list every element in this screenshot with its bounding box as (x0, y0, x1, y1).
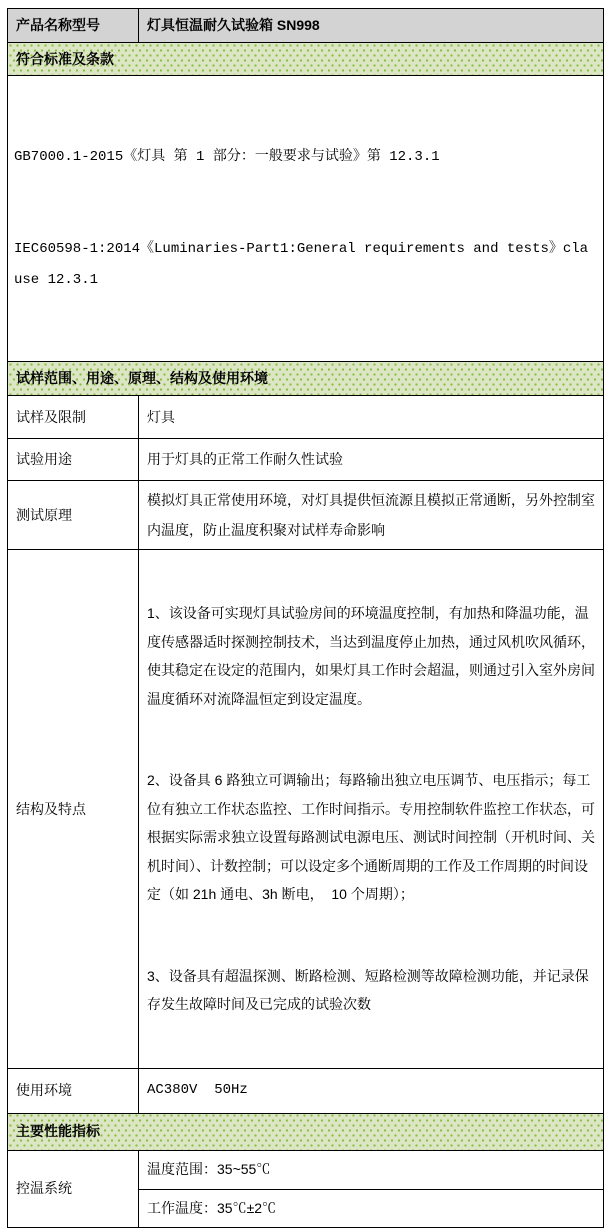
table-row (8, 1113, 604, 1150)
working-temp-value: 工作温度：35℃±2℃ (139, 1189, 604, 1227)
structure-paragraph-1: 1、该设备可实现灯具试验房间的环境温度控制，有加热和降温功能，温度传感器适时探测控制技术，当达到温度停止加热，通过风机吹风循环，使其稳定在设定的范围内，如果灯具工作时会超温，则通过引入室外房间温度循环对流降温恒定到设定温度。 (147, 605, 595, 707)
table-row (8, 43, 604, 76)
temp-control-label: 控温系统 (8, 1150, 139, 1227)
standards-cell (8, 76, 604, 362)
temp-range-value: 温度范围：35~55℃ (139, 1150, 604, 1189)
spec-table (7, 8, 604, 1228)
structure-paragraph-3: 3、设备具有超温探测、断路检测、短路检测等故障检测功能，并记录保存发生故障时间及已完成的试验次数 (147, 967, 589, 1013)
principle-label: 测试原理 (8, 481, 139, 550)
environment-label: 使用环境 (8, 1068, 139, 1113)
table-row (8, 1068, 604, 1113)
product-name-label: 产品名称型号 (8, 9, 139, 43)
standard-line-gb: GB7000.1-2015《灯具 第 1 部分：一般要求与试验》第 12.3.1 (14, 148, 440, 165)
table-row (8, 481, 604, 550)
table-row (8, 362, 604, 396)
principle-value: 模拟灯具正常使用环境，对灯具提供恒流源且模拟正常通断，另外控制室内温度，防止温度积聚对试样寿命影响 (139, 481, 604, 550)
table-row (8, 76, 604, 362)
structure-value (139, 550, 604, 1068)
table-row (8, 550, 604, 1068)
section-header-scope: 试样范围、用途、原理、结构及使用环境 (8, 362, 604, 396)
structure-label: 结构及特点 (8, 550, 139, 1068)
structure-paragraph-2: 2、设备具 6 路独立可调输出；每路输出独立电压调节、电压指示；每工位有独立工作状态监控、工作时间指示。专用控制软件监控工作状态，可根据实际需求独立设置每路测试电源电压、测试时间控制（开机时间、关机时间）、计数控制；可以设定多个通断周期的工作及工作周期的时间设定（如 21h 通电、3h 断电， 10 个周期）； (147, 772, 595, 903)
table-row (8, 9, 604, 43)
standard-line-iec: IEC60598-1:2014《Luminaries-Part1:General requirements and tests》clause 12.3.1 (14, 240, 589, 288)
purpose-value: 用于灯具的正常工作耐久性试验 (139, 439, 604, 481)
sample-value: 灯具 (139, 396, 604, 439)
section-header-performance: 主要性能指标 (8, 1113, 604, 1150)
environment-value: AC380V 50Hz (139, 1068, 604, 1113)
section-header-standards: 符合标准及条款 (8, 43, 604, 76)
table-row (8, 439, 604, 481)
sample-label: 试样及限制 (8, 396, 139, 439)
table-row (8, 396, 604, 439)
product-name-value: 灯具恒温耐久试验箱 SN998 (139, 9, 604, 43)
table-row (8, 1150, 604, 1189)
purpose-label: 试验用途 (8, 439, 139, 481)
